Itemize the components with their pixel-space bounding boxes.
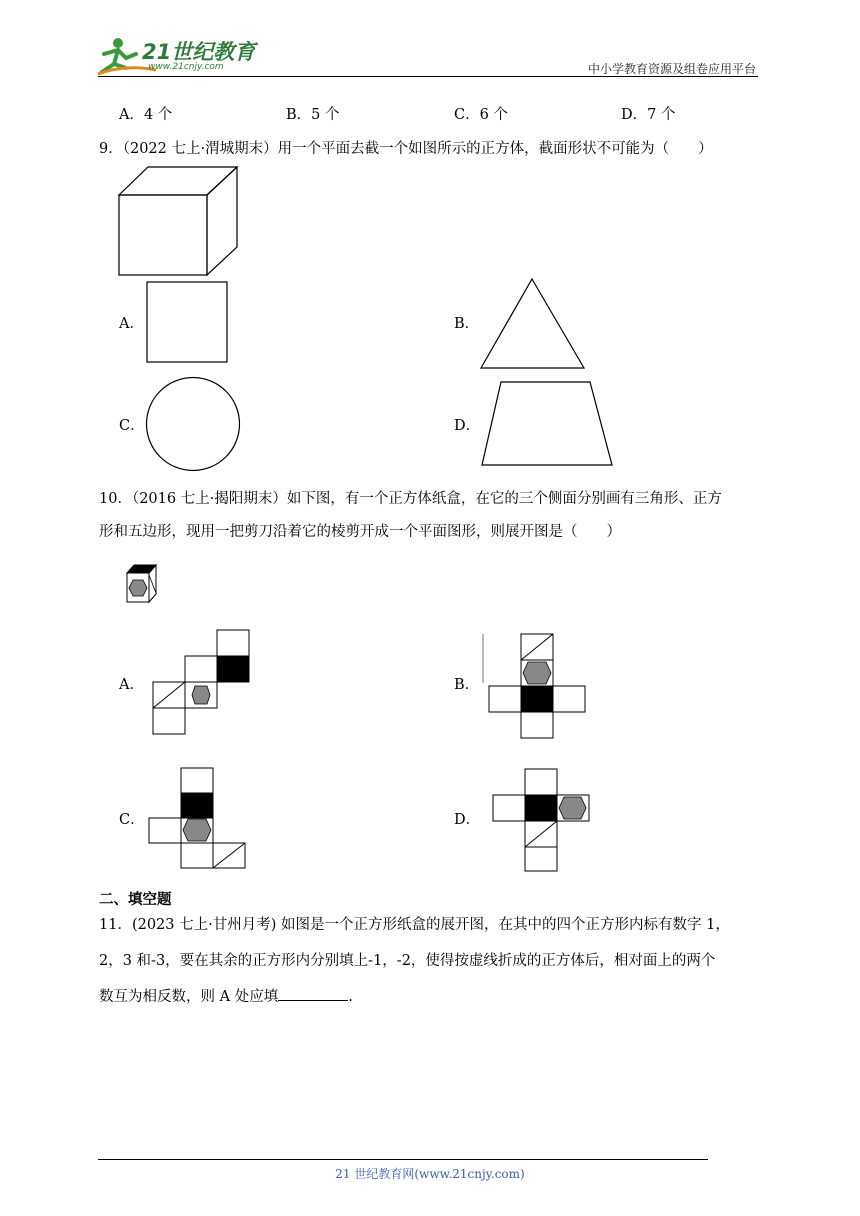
q9-option-a-square (146, 281, 228, 363)
q8-option-c: C．6 个 (454, 107, 508, 123)
q10-option-c-net (148, 767, 248, 871)
logo-title: 21世纪教育 (142, 40, 256, 64)
footer-divider (98, 1159, 708, 1160)
section-title: 二、填空题 (99, 892, 172, 908)
q10-option-a-net (152, 629, 252, 735)
q11-line1: 11．(2023 七上·甘州月考) 如图是一个正方形纸盒的展开图，在其中的四个正方形内标有数字 1， (99, 917, 730, 933)
footer-text[interactable]: 21 世纪教育网(www.21cnjy.com) (335, 1167, 525, 1181)
q11-line3-end: . (348, 989, 353, 1005)
q9-option-d-label: D． (454, 418, 481, 434)
q10-stem-line1: 10．（2016 七上·揭阳期末）如下图，有一个正方体纸盒，在它的三个侧面分别画有三角形、正方 (99, 491, 722, 507)
q8-option-d: D．7 个 (621, 107, 676, 123)
q10-option-d-net (492, 768, 592, 874)
q11-line3 (99, 984, 353, 1008)
q11-line2: 2，3 和-3，要在其余的正方形内分别填上-1，-2，使得按虚线折成的正方体后，相对面上的两个 (99, 953, 716, 969)
q10-option-a-label: A． (119, 677, 144, 693)
q8-option-a: A．4 个 (119, 107, 173, 123)
header-divider (98, 76, 758, 77)
q11-line3-text: 数互为相反数，则 A 处应填 (99, 989, 279, 1005)
q10-box-figure (124, 563, 160, 605)
q9-option-c-label: C． (119, 418, 145, 434)
q9-option-b-label: B． (454, 316, 480, 332)
q11-answer-blank[interactable] (278, 984, 348, 1001)
q9-option-b-triangle (480, 278, 586, 370)
q9-option-d-trapezoid (480, 381, 614, 467)
q8-option-b: B．5 个 (286, 107, 340, 123)
q10-option-d-label: D． (454, 812, 481, 828)
platform-name: 中小学教育资源及组卷应用平台 (587, 62, 756, 76)
q9-option-c-circle (145, 377, 243, 473)
q10-option-b-net (482, 633, 588, 739)
q10-option-c-label: C． (119, 812, 145, 828)
q9-cube-figure (110, 160, 250, 280)
q10-option-b-label: B． (454, 677, 480, 693)
q10-stem-line2: 形和五边形，现用一把剪刀沿着它的棱剪开成一个平面图形，则展开图是（ ） (99, 524, 621, 540)
q9-option-a-label: A． (119, 316, 144, 332)
logo-url: www.21cnjy.com (148, 62, 224, 72)
q9-stem: 9．（2022 七上·渭城期末）用一个平面去截一个如图所示的正方体，截面形状不可能为（ ） (99, 141, 713, 157)
site-logo (96, 34, 266, 76)
